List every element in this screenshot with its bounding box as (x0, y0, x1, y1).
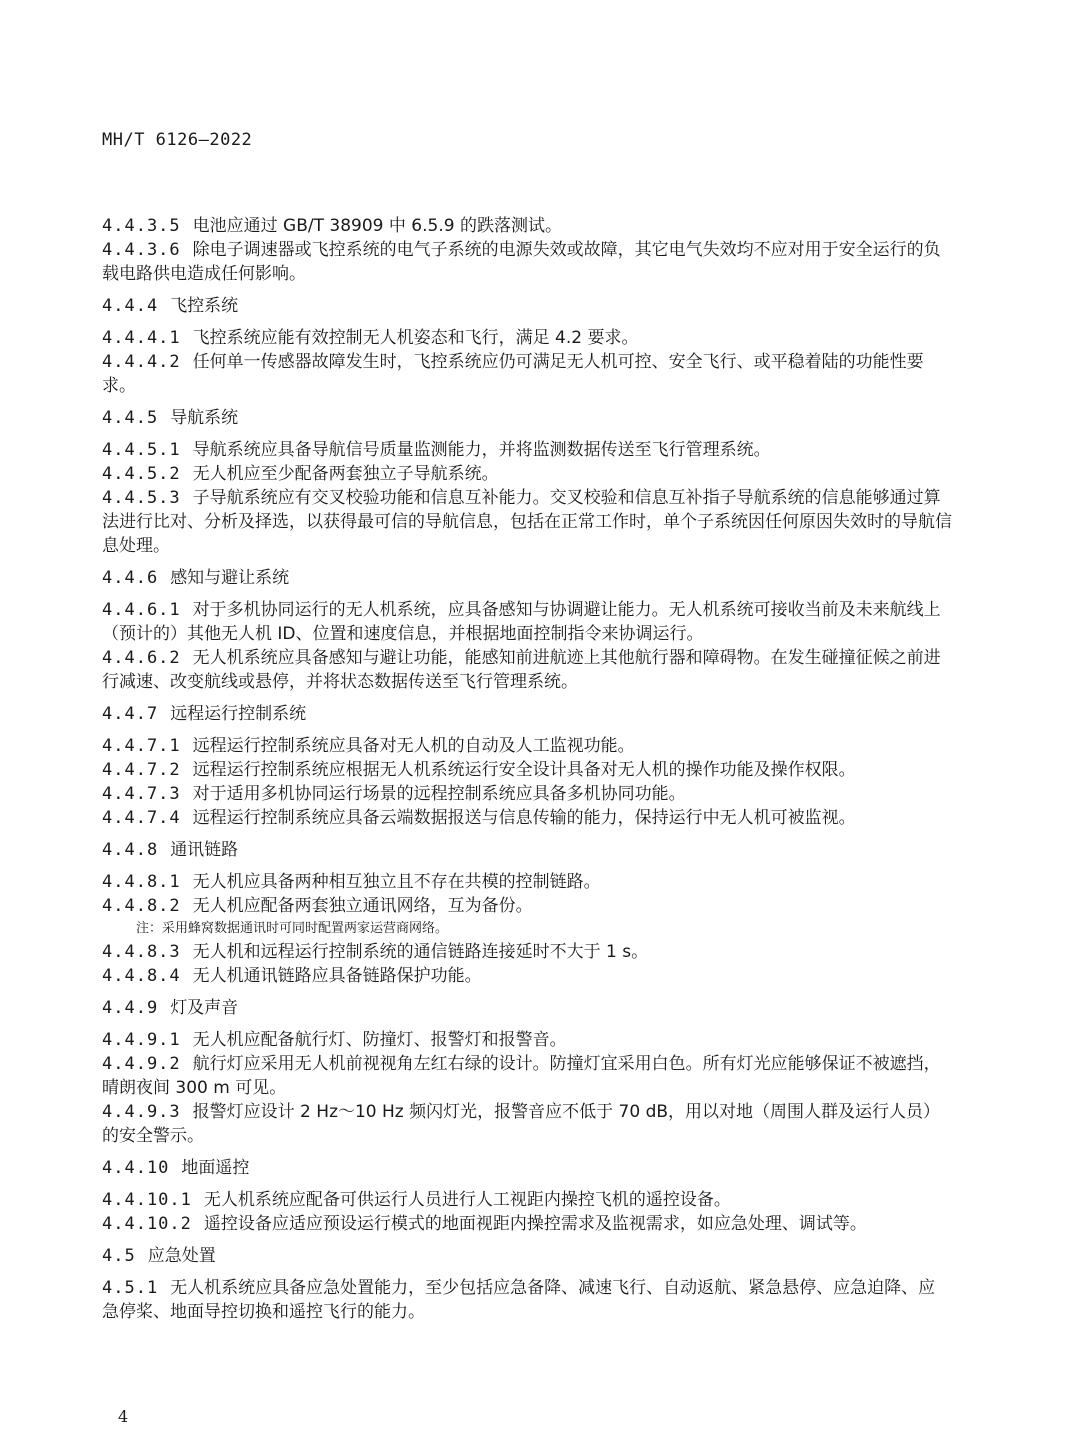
clause-number: 4.4.7 (102, 704, 159, 724)
page-number: 4 (118, 1407, 129, 1426)
clause-number: 4.5 (102, 1246, 136, 1266)
clause-number: 4.4.6 (102, 568, 159, 588)
clause-number: 4.4.8 (102, 840, 159, 860)
clause-text: 无人机应具备两种相互独立且不存在共模的控制链路。 (192, 872, 601, 892)
clause-paragraph (102, 350, 952, 398)
clause-number: 4.4.6.2 (102, 648, 181, 668)
clause-text: 任何单一传感器故障发生时，飞控系统应仍可满足无人机可控、安全飞行、或平稳着陆的功能性要求。 (102, 352, 924, 396)
clause-number: 4.4.4.1 (102, 328, 181, 348)
clause-text: 无人机系统应配备可供运行人员进行人工视距内操控飞机的遥控设备。 (203, 1190, 731, 1210)
clause-text: 注：采用蜂窝数据通讯时可同时配置两家运营商网络。 (136, 921, 449, 936)
clause-text: 航行灯应采用无人机前视视角左红右绿的设计。防撞灯宜采用白色。所有灯光应能够保证不被遮挡，晴朗夜间 300 m 可见。 (102, 1054, 941, 1098)
clause-number: 4.4.8.3 (102, 942, 181, 962)
clause-text: 对于适用多机协同运行场景的远程控制系统应具备多机协同功能。 (192, 784, 686, 804)
clause-paragraph (102, 598, 952, 646)
section-heading (102, 1244, 952, 1268)
section-heading (102, 702, 952, 726)
clause-text: 远程运行控制系统应具备对无人机的自动及人工监视功能。 (192, 736, 635, 756)
clause-number: 4.4.9.2 (102, 1054, 181, 1074)
clause-number: 4.4.5.2 (102, 464, 181, 484)
clause-number: 4.4.7.3 (102, 784, 181, 804)
clause-number: 4.4.4.2 (102, 352, 181, 372)
section-heading (102, 566, 952, 590)
clause-number: 4.5.1 (102, 1278, 159, 1298)
clause-paragraph (102, 486, 952, 558)
clause-text: 无人机应至少配备两套独立子导航系统。 (192, 464, 499, 484)
clause-text: 对于多机协同运行的无人机系统，应具备感知与协调避让能力。无人机系统可接收当前及未来航线上（预计的）其他无人机 ID、位置和速度信息，并根据地面控制指令来协调运行。 (102, 600, 941, 644)
clause-paragraph (102, 806, 952, 830)
clause-text: 导航系统 (170, 408, 239, 428)
clause-number: 4.4.7.1 (102, 736, 181, 756)
clause-text: 无人机通讯链路应具备链路保护功能。 (192, 966, 482, 986)
clause-number: 4.4.4 (102, 296, 159, 316)
clause-text: 无人机和远程运行控制系统的通信链路连接延时不大于 1 s。 (192, 942, 649, 962)
clause-number: 4.4.10.1 (102, 1190, 192, 1210)
clause-number: 4.4.10 (102, 1158, 170, 1178)
clause-paragraph (102, 758, 952, 782)
clause-text: 飞控系统 (170, 296, 239, 316)
clause-text: 应急处置 (147, 1246, 216, 1266)
clause-text: 无人机系统应具备感知与避让功能，能感知前进航迹上其他航行器和障碍物。在发生碰撞征候之前进行减速、改变航线或悬停，并将状态数据传送至飞行管理系统。 (102, 648, 941, 692)
clause-number: 4.4.3.6 (102, 240, 181, 260)
clause-text: 遥控设备应适应预设运行模式的地面视距内操控需求及监视需求，如应急处理、调试等。 (203, 1214, 867, 1234)
clause-paragraph (102, 1188, 952, 1212)
clause-number: 4.4.6.1 (102, 600, 181, 620)
clause-text: 电池应通过 GB/T 38909 中 6.5.9 的跌落测试。 (192, 216, 562, 236)
document-body (102, 214, 952, 1324)
section-heading (102, 838, 952, 862)
clause-paragraph (102, 1100, 952, 1148)
clause-text: 导航系统应具备导航信号质量监测能力，并将监测数据传送至飞行管理系统。 (192, 440, 771, 460)
clause-number: 4.4.8.4 (102, 966, 181, 986)
clause-number: 4.4.8.1 (102, 872, 181, 892)
clause-text: 感知与避让系统 (170, 568, 290, 588)
clause-text: 无人机应配备两套独立通讯网络，互为备份。 (192, 896, 533, 916)
clause-paragraph (102, 1276, 952, 1324)
clause-number: 4.4.8.2 (102, 896, 181, 916)
clause-paragraph (102, 1052, 952, 1100)
clause-number: 4.4.3.5 (102, 216, 181, 236)
clause-paragraph (102, 238, 952, 286)
clause-paragraph (102, 964, 952, 988)
clause-paragraph (102, 462, 952, 486)
clause-paragraph (102, 870, 952, 894)
section-heading (102, 996, 952, 1020)
clause-number: 4.4.5.3 (102, 488, 181, 508)
clause-paragraph (102, 894, 952, 918)
clause-paragraph (102, 1212, 952, 1236)
clause-number: 4.4.9.1 (102, 1030, 181, 1050)
clause-text: 远程运行控制系统应根据无人机系统运行安全设计具备对无人机的操作功能及操作权限。 (192, 760, 856, 780)
clause-text: 无人机应配备航行灯、防撞灯、报警灯和报警音。 (192, 1030, 567, 1050)
clause-paragraph (102, 940, 952, 964)
clause-text: 地面遥控 (181, 1158, 250, 1178)
document-id: MH/T 6126—2022 (102, 130, 253, 150)
clause-number: 4.4.5.1 (102, 440, 181, 460)
clause-paragraph (102, 734, 952, 758)
note-text (136, 918, 952, 940)
clause-number: 4.4.5 (102, 408, 159, 428)
clause-number: 4.4.9 (102, 998, 159, 1018)
clause-text: 灯及声音 (170, 998, 239, 1018)
clause-paragraph (102, 782, 952, 806)
section-heading (102, 294, 952, 318)
clause-number: 4.4.9.3 (102, 1102, 181, 1122)
clause-paragraph (102, 326, 952, 350)
clause-paragraph (102, 646, 952, 694)
clause-text: 远程运行控制系统应具备云端数据报送与信息传输的能力，保持运行中无人机可被监视。 (192, 808, 856, 828)
clause-text: 除电子调速器或飞控系统的电气子系统的电源失效或故障，其它电气失效均不应对用于安全运行的负载电路供电造成任何影响。 (102, 240, 941, 284)
clause-number: 4.4.7.2 (102, 760, 181, 780)
clause-paragraph (102, 1028, 952, 1052)
clause-text: 飞控系统应能有效控制无人机姿态和飞行，满足 4.2 要求。 (192, 328, 639, 348)
clause-text: 报警灯应设计 2 Hz～10 Hz 频闪灯光，报警音应不低于 70 dB，用以对地（周围人群及运行人员）的安全警示。 (102, 1102, 941, 1146)
clause-text: 远程运行控制系统 (170, 704, 307, 724)
section-heading (102, 1156, 952, 1180)
clause-text: 通讯链路 (170, 840, 239, 860)
clause-paragraph (102, 438, 952, 462)
clause-paragraph (102, 214, 952, 238)
clause-text: 子导航系统应有交叉校验功能和信息互补能力。交叉校验和信息互补指子导航系统的信息能够通过算法进行比对、分析及择选，以获得最可信的导航信息，包括在正常工作时，单个子系统因任何原因失效时的导航信息处理。 (102, 488, 952, 556)
clause-number: 4.4.10.2 (102, 1214, 192, 1234)
clause-number: 4.4.7.4 (102, 808, 181, 828)
clause-text: 无人机系统应具备应急处置能力，至少包括应急备降、减速飞行、自动返航、紧急悬停、应急迫降、应急停桨、地面导控切换和遥控飞行的能力。 (102, 1278, 936, 1322)
section-heading (102, 406, 952, 430)
